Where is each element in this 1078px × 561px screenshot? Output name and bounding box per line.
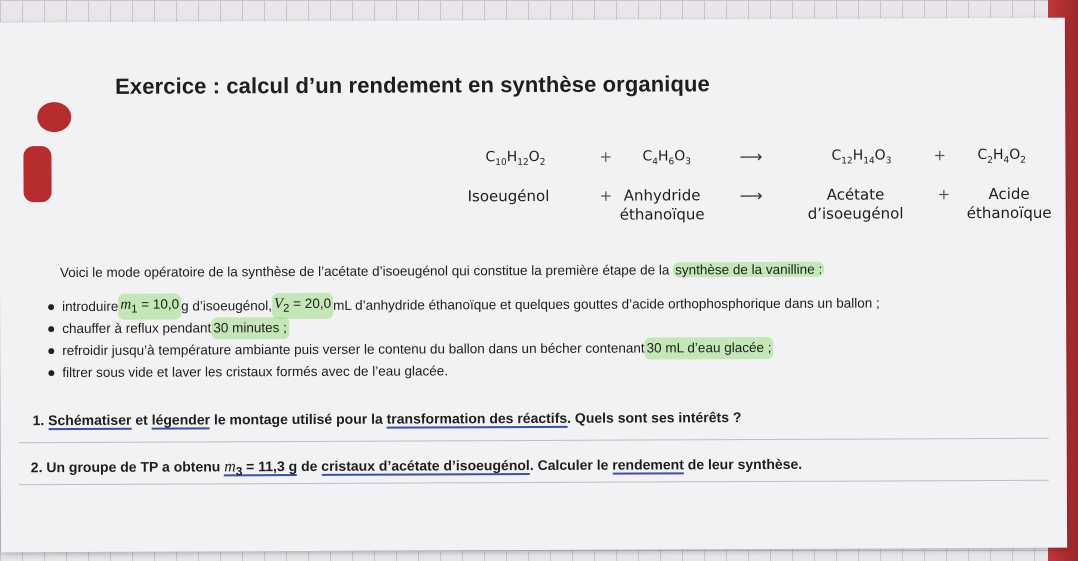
name-acetate: Acétate d’isoeugénol: [807, 185, 904, 223]
formula-isoeugenol: $C_{10}H_{12}O_2$: [485, 148, 546, 168]
formula-acid: $C_2H_4O_2$: [977, 146, 1027, 166]
reaction-arrow: ⟶: [739, 146, 763, 167]
bullet-icon: [48, 370, 54, 376]
highlight: $V_2 = 20,0$: [272, 293, 333, 320]
highlight: synthèse de la vanilline :: [675, 261, 823, 278]
question-1: 1. Schématiser et légender le montage utilisé pour la transformation des réactifs. Quels sont ses intérêts ?: [32, 409, 742, 429]
plus-sign: +: [599, 147, 613, 166]
ruled-line: [19, 438, 1049, 443]
ruled-line: [19, 480, 1049, 485]
question-2: 2. Un groupe de TP a obtenu $m_3 = 11,3$ g de cristaux d’acétate d’isoeugénol. Calculer le rendement de leur synthèse.: [30, 455, 803, 479]
punch-hole-mark: [23, 146, 51, 202]
exercise-title: Exercice : calcul d’un rendement en synthèse organique: [115, 71, 710, 99]
procedure-intro: Voici le mode opératoire de la synthèse de l’acétate d’isoeugénol qui constitue la première étape de la synthèse de la vanilline :: [59, 261, 823, 281]
procedure-steps: [48, 292, 880, 384]
exercise-sheet: [0, 18, 1067, 553]
highlight: 30 minutes ;: [211, 317, 289, 339]
name-acid: Acide éthanoïque: [966, 184, 1052, 223]
list-item: introduire $m_1 = 10,0$ g d’isoeugénol, $V_2 = 20,0$ mL d’anhydride éthanoïque et quelques gouttes d’acide orthophosphorique dans un ballon ;: [48, 292, 880, 318]
plus-sign: +: [933, 146, 947, 165]
list-item: filtrer sous vide et laver les cristaux formés avec de l’eau glacée.: [48, 358, 880, 384]
bullet-icon: [48, 348, 54, 354]
highlight: $m_1 = 10,0$: [118, 293, 181, 320]
name-isoeugenol: Isoeugénol: [467, 186, 550, 206]
plus-sign: +: [937, 185, 951, 204]
name-anhydride: Anhydride éthanoïque: [619, 186, 705, 224]
list-item: refroidir jusqu’à température ambiante puis verser le contenu du ballon dans un bécher contenant 30 mL d’eau glacée ;: [48, 336, 880, 362]
plus-sign: +: [599, 186, 613, 205]
punch-hole-mark: [37, 102, 71, 132]
reaction-arrow: ⟶: [739, 185, 763, 206]
list-item: chauffer à reflux pendant 30 minutes ;: [48, 314, 880, 340]
bullet-icon: [48, 304, 54, 310]
highlight: 30 mL d’eau glacée ;: [645, 337, 774, 360]
formula-anhydride: $C_4H_6O_3$: [642, 148, 692, 168]
formula-acetate: $C_{12}H_{14}O_3$: [831, 147, 892, 167]
bullet-icon: [48, 326, 54, 332]
